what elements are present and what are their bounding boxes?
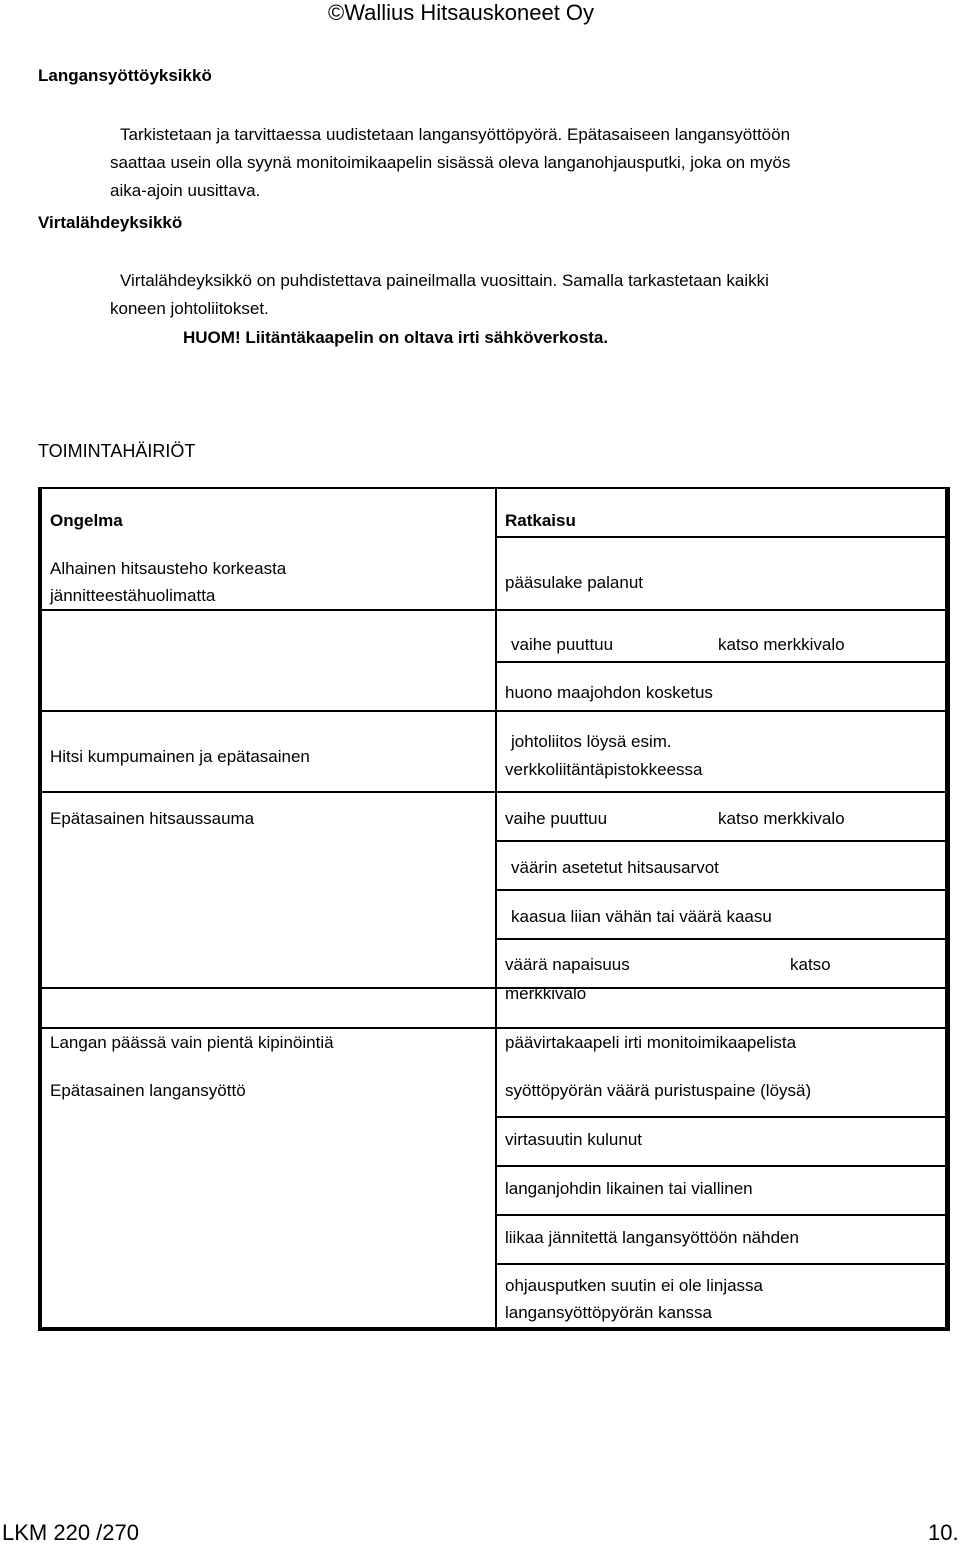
solution-text: verkkoliitäntäpistokkeessa (505, 760, 703, 779)
solution-text: väärä napaisuus (505, 955, 630, 974)
header-solution: Ratkaisu (505, 511, 576, 530)
faults-title: TOIMINTAHÄIRIÖT (38, 441, 196, 461)
solution-row-divider (497, 840, 947, 842)
section-title-wire-feed: Langansyöttöyksikkö (38, 66, 212, 85)
power-source-note: HUOM! Liitäntäkaapelin on oltava irti sähköverkosta. (183, 328, 609, 347)
solution-text: huono maajohdon kosketus (505, 683, 713, 702)
footer-model: LKM 220 /270 (2, 1520, 139, 1545)
see-indicator-text: katso merkkivalo (718, 635, 845, 654)
footer-page-number: 10. (928, 1520, 959, 1545)
solution-text: pääsulake palanut (505, 573, 644, 592)
problem-text: jännitteestähuolimatta (50, 586, 216, 605)
solution-row-divider (497, 938, 947, 940)
solution-text: virtasuutin kulunut (505, 1130, 643, 1149)
problem-text: Alhainen hitsausteho korkeasta (50, 559, 287, 578)
problem-text: Epätasainen hitsaussauma (50, 809, 255, 828)
solution-row-divider (497, 536, 947, 538)
row-divider (42, 791, 947, 793)
solution-text: langansyöttöpyörän kanssa (505, 1303, 712, 1322)
solution-text: langanjohdin likainen tai viallinen (505, 1179, 753, 1198)
solution-text: johtoliitos löysä esim. (511, 732, 672, 751)
solution-row-divider (497, 661, 947, 663)
copyright-header: ©Wallius Hitsauskoneet Oy (328, 0, 595, 25)
wire-feed-line-3: aika-ajoin uusittava. (110, 181, 261, 200)
right-border-inner (945, 489, 947, 1327)
faults-table (38, 487, 950, 1331)
solution-text: ohjausputken suutin ei ole linjassa (505, 1276, 764, 1295)
solution-text: vaihe puuttuu (511, 635, 614, 654)
solution-text: merkkivalo (505, 984, 587, 1003)
solution-row-divider (497, 1116, 947, 1118)
wire-feed-line-1: Tarkistetaan ja tarvittaessa uudistetaan langansyöttöpyörä. Epätasaiseen langansyöttöön (120, 125, 791, 144)
problem-text: Epätasainen langansyöttö (50, 1081, 246, 1100)
solution-text: väärin asetetut hitsausarvot (511, 858, 719, 877)
row-divider (42, 609, 947, 611)
header-problem: Ongelma (50, 511, 123, 530)
row-divider (42, 987, 947, 989)
problem-text: Hitsi kumpumainen ja epätasainen (50, 747, 310, 766)
solution-text: vaihe puuttuu (505, 809, 608, 828)
problem-text: Langan päässä vain pientä kipinöintiä (50, 1033, 334, 1052)
see-indicator-text: katso merkkivalo (718, 809, 845, 828)
see-indicator-text: katso (790, 955, 831, 974)
solution-text: kaasua liian vähän tai väärä kaasu (511, 907, 772, 926)
solution-row-divider (497, 1165, 947, 1167)
solution-text: liikaa jännitettä langansyöttöön nähden (505, 1228, 799, 1247)
solution-row-divider (497, 889, 947, 891)
solution-text: syöttöpyörän väärä puristuspaine (löysä) (505, 1081, 812, 1100)
section-title-power-source: Virtalähdeyksikkö (38, 213, 183, 232)
solution-text: päävirtakaapeli irti monitoimikaapelista (505, 1033, 797, 1052)
row-divider (42, 710, 947, 712)
wire-feed-line-2: saattaa usein olla syynä monitoimikaapelin sisässä oleva langanohjausputki, joka on myös (110, 153, 791, 172)
solution-row-divider (497, 1214, 947, 1216)
column-divider (495, 489, 497, 1327)
power-source-line-1: Virtalähdeyksikkö on puhdistettava paineilmalla vuosittain. Samalla tarkastetaan kaikki (120, 271, 769, 290)
power-source-line-2: koneen johtoliitokset. (110, 299, 269, 318)
solution-row-divider (497, 1263, 947, 1265)
